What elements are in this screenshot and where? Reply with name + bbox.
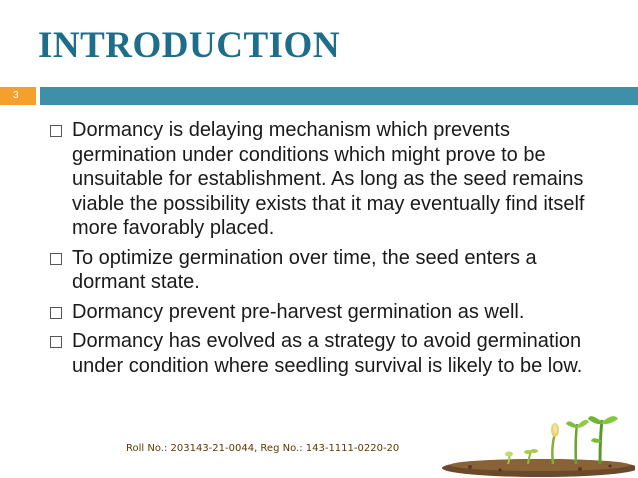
square-bullet-icon [50,125,62,137]
bullet-text: Dormancy has evolved as a strategy to avoid germination under condition where seedling survival is likely to be low. [72,330,583,377]
square-bullet-icon [50,307,62,319]
bullet-item [50,329,600,378]
square-bullet-icon [50,253,62,265]
seedlings-in-soil-icon [430,410,635,478]
bullet-text: Dormancy prevent pre-harvest germination as well. [72,300,525,323]
slide-number: 3 [13,90,19,101]
footer-roll-reg: Roll No.: 203143-21-0044, Reg No.: 143-1111-0220-20 [126,443,400,454]
bullet-list [50,118,600,383]
bullet-item [50,118,600,241]
slide-title: INTRODUCTION [38,25,341,66]
bullet-text: To optimize germination over time, the seed enters a dormant state. [72,246,537,293]
bullet-item [50,246,600,295]
bullet-item [50,300,600,325]
bullet-text: Dormancy is delaying mechanism which prevents germination under conditions which might prove to be unsuitable for establishment. As long as the seed remains viable the possibility exists that it may eventually find itself more favorably placed. [72,119,585,239]
title-accent-bar [40,87,638,105]
square-bullet-icon [50,336,62,348]
